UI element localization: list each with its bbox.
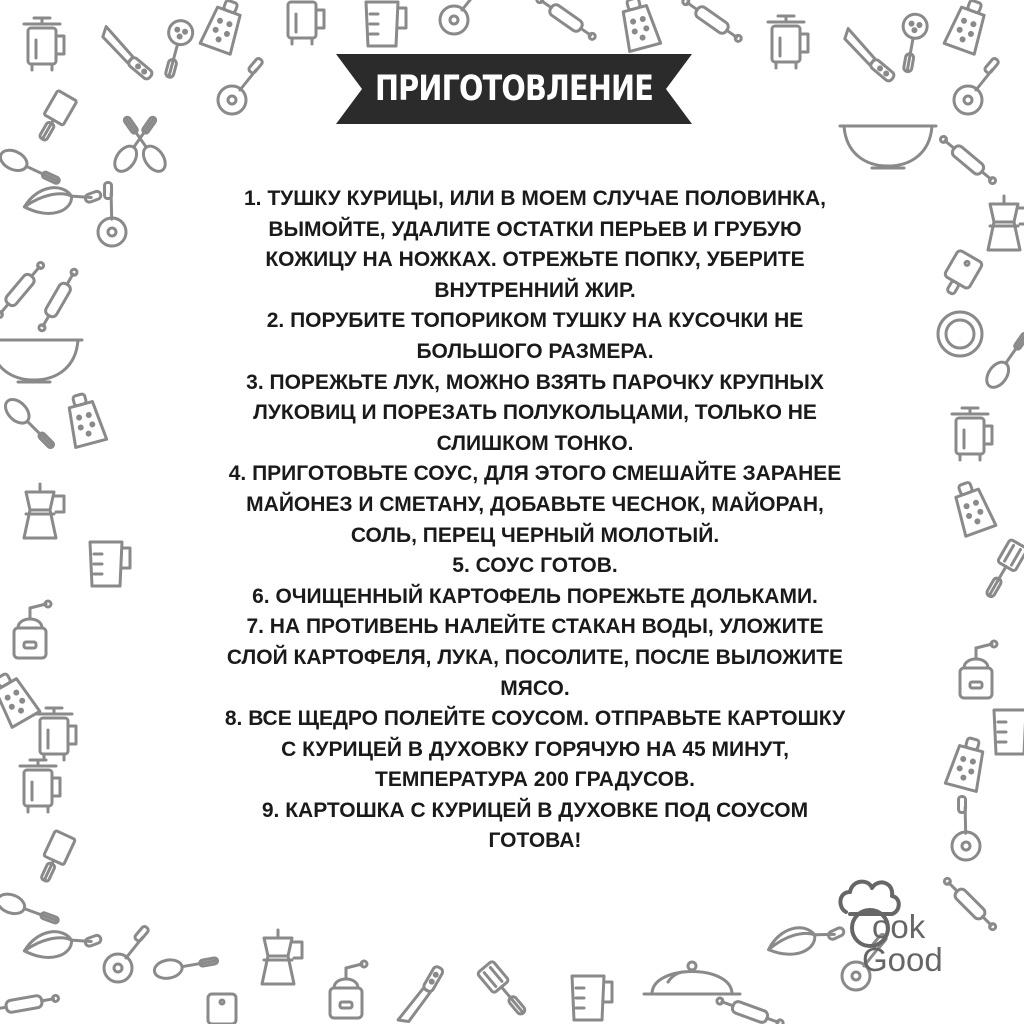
cleaver-icon <box>33 90 77 144</box>
recipe-step-line: 2. ПОРУБИТЕ ТОПОРИКОМ ТУШКУ НА КУСОЧКИ НЕ <box>266 309 804 333</box>
recipe-step <box>150 704 920 796</box>
spoon-icon <box>118 113 169 176</box>
rolling-pin-icon <box>0 259 47 320</box>
grater-icon <box>949 478 996 536</box>
recipe-step-line: 8. ВСЕ ЩЕДРО ПОЛЕЙТЕ СОУСОМ. ОТПРАВЬТЕ КАРТОШКУ <box>224 707 846 731</box>
whisk-icon <box>21 916 102 968</box>
recipe-step <box>150 368 920 460</box>
recipe-step-line: 3. ПОРЕЖЬТЕ ЛУК, МОЖНО ВЗЯТЬ ПАРОЧКУ КРУПНЫХ <box>246 370 824 394</box>
cloche-icon <box>644 962 740 994</box>
recipe-step-line: ГОТОВА! <box>488 829 582 853</box>
measuring-cup-icon <box>572 976 612 1020</box>
rolling-pin-icon <box>0 992 60 1016</box>
logo-line-2: Good <box>862 941 943 978</box>
rolling-pin-icon <box>937 133 998 187</box>
recipe-step <box>150 306 920 367</box>
recipe-step-line: 7. НА ПРОТИВЕНЬ НАЛЕЙТЕ СТАКАН ВОДЫ, УЛОЖИТЕ <box>246 615 824 639</box>
knife-icon <box>398 963 444 1024</box>
logo-wordmark <box>862 910 992 976</box>
coffee-grinder-icon <box>330 961 367 1018</box>
logo-line-1: ook <box>872 908 926 945</box>
pizza-cutter-icon <box>440 0 485 34</box>
recipe-step-line: С КУРИЦЕЙ В ДУХОВКУ ГОРЯЧУЮ НА 45 МИНУТ, <box>281 737 789 761</box>
grater-icon <box>63 391 107 448</box>
french-press-icon <box>768 16 808 68</box>
french-press-icon <box>20 760 60 812</box>
grater-icon <box>200 0 247 54</box>
grater-icon <box>617 0 661 51</box>
pizza-cutter-icon <box>218 57 263 114</box>
french-press-icon <box>36 708 76 760</box>
pizza-cutter-icon <box>104 925 149 982</box>
cutting-board-icon <box>938 249 983 299</box>
spoon-icon <box>0 146 63 189</box>
knife-icon <box>839 29 899 83</box>
spatula-icon <box>980 539 1024 601</box>
recipe-step <box>150 551 920 582</box>
rolling-pin-icon <box>534 0 598 43</box>
french-press-icon <box>952 408 992 460</box>
rolling-pin-icon <box>35 267 80 334</box>
recipe-step-line: БОЛЬШОГО РАЗМЕРА. <box>416 339 654 363</box>
recipe-step-line: 6. ОЧИЩЕННЫЙ КАРТОФЕЛЬ ПОРЕЖЬТЕ ДОЛЬКАМИ. <box>252 584 818 608</box>
whisk-icon <box>21 172 102 224</box>
french-press-icon <box>24 18 64 70</box>
page-title: ПРИГОТОВЛЕНИЕ <box>374 69 654 109</box>
coffee-grinder-icon <box>14 601 51 658</box>
french-press-icon <box>284 0 324 44</box>
recipe-step-line: СЛИШКОМ ТОНКО. <box>436 431 634 455</box>
pizza-cutter-icon <box>928 793 999 866</box>
cutting-board-icon <box>208 994 236 1024</box>
recipe-step-line: ТЕМПЕРАТУРА 200 ГРАДУСОВ. <box>375 768 695 792</box>
moka-pot-icon <box>24 484 64 538</box>
recipe-step-line: СОЛЬ, ПЕРЕЦ ЧЕРНЫЙ МОЛОТЫЙ. <box>350 523 720 547</box>
grater-icon <box>945 735 989 792</box>
recipe-step-line: 1. ТУШКУ КУРИЦЫ, ИЛИ В МОЕМ СЛУЧАЕ ПОЛОВИНКА, <box>244 187 826 210</box>
spatula-icon <box>477 961 531 1020</box>
recipe-step <box>150 184 920 306</box>
measuring-cup-icon <box>994 710 1024 754</box>
recipe-step-line: КОЖИЦУ НА НОЖКАХ. ОТРЕЖЬТЕ ПОПКУ, УБЕРИТЕ <box>265 248 805 272</box>
recipe-steps <box>150 184 920 857</box>
skimmer-icon <box>895 12 929 73</box>
spoon-icon <box>110 113 161 176</box>
recipe-step <box>150 459 920 551</box>
rolling-pin-icon <box>680 0 744 45</box>
cleaver-icon <box>34 830 75 885</box>
recipe-step-line: 5. СОУС ГОТОВ. <box>452 554 618 578</box>
recipe-step-line: МАЙОНЕЗ И СМЕТАНУ, ДОБАВЬТЕ ЧЕСНОК, МАЙОРАН, <box>246 492 824 516</box>
bowl-icon <box>0 340 82 382</box>
recipe-step-line: ВЫМОЙТЕ, УДАЛИТЕ ОСТАТКИ ПЕРЬЕВ И ГРУБУЮ <box>268 217 802 241</box>
recipe-step-line: ВНУТРЕННИЙ ЖИР. <box>434 278 636 302</box>
spoon-icon <box>153 952 219 981</box>
rolling-pin-icon <box>715 994 785 1024</box>
recipe-step <box>150 582 920 613</box>
recipe-step-line: МЯСО. <box>500 676 570 700</box>
recipe-step <box>150 612 920 704</box>
recipe-step-line: ЛУКОВИЦ И ПОРЕЗАТЬ ПОЛУКОЛЬЦАМИ, ТОЛЬКО НЕ <box>253 401 817 425</box>
pizza-cutter-icon <box>74 179 145 252</box>
measuring-cup-icon <box>90 542 130 586</box>
recipe-step-line: 9. КАРТОШКА С КУРИЦЕЙ В ДУХОВКЕ ПОД СОУСОМ <box>261 798 809 822</box>
moka-pot-icon <box>262 930 302 984</box>
recipe-step <box>150 796 920 857</box>
recipe-step-line: СЛОЙ КАРТОФЕЛЯ, ЛУКА, ПОСОЛИТЕ, ПОСЛЕ ВЫЛОЖИТЕ <box>226 645 844 669</box>
spoon-icon <box>982 329 1024 392</box>
pizza-cutter-icon <box>954 57 999 114</box>
spoon-icon <box>0 891 61 930</box>
moka-pot-icon <box>988 196 1024 250</box>
coffee-grinder-icon <box>960 641 997 698</box>
measuring-cup-icon <box>366 2 406 46</box>
recipe-step-line: 4. ПРИГОТОВЬТЕ СОУС, ДЛЯ ЭТОГО СМЕШАЙТЕ ЗАРАНЕЕ <box>228 462 842 486</box>
grater-icon <box>944 0 991 54</box>
skimmer-icon <box>157 18 195 80</box>
spoon-icon <box>1 395 59 453</box>
bowl-icon <box>840 126 936 168</box>
grater-icon <box>0 668 40 727</box>
plate-icon <box>938 312 982 356</box>
knife-icon <box>97 27 157 81</box>
